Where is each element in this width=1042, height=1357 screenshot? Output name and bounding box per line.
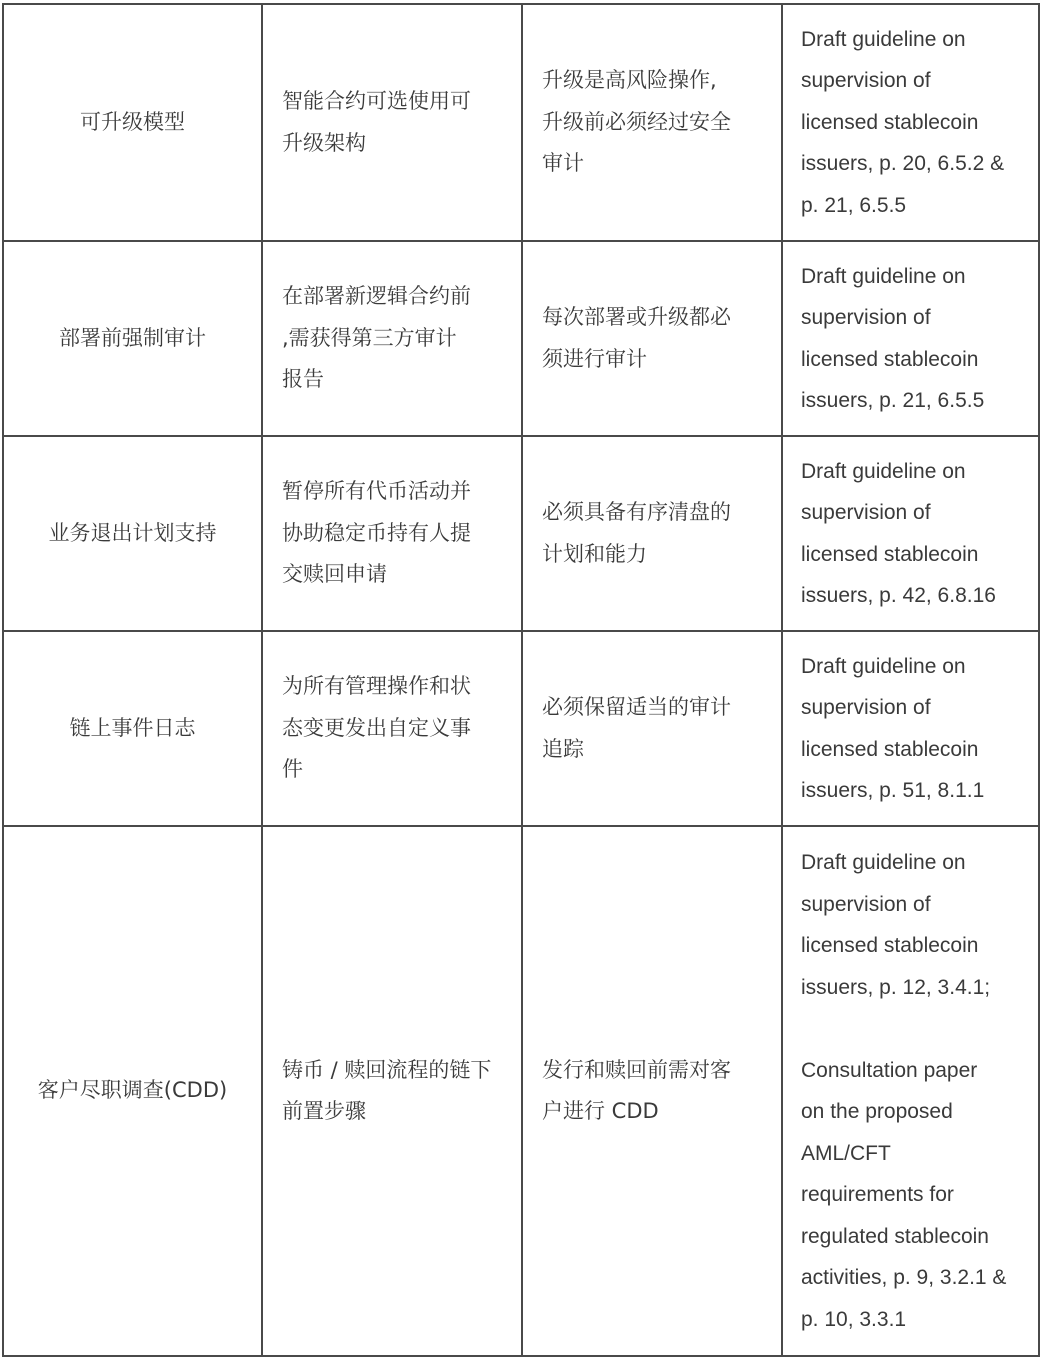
- requirement-cell: [522, 631, 782, 826]
- source-line: licensed stablecoin: [801, 110, 979, 134]
- table-row: [3, 826, 1039, 1356]
- requirement-cell: [522, 826, 782, 1356]
- source-line: licensed stablecoin: [801, 934, 979, 957]
- requirement-line: 升级前必须经过安全: [542, 109, 731, 134]
- source-line: Draft guideline on: [801, 27, 966, 51]
- feature-text: 链上事件日志: [69, 715, 196, 740]
- feature-cell: [3, 826, 262, 1356]
- requirement-line: 必须具备有序清盘的: [542, 500, 731, 524]
- requirement-line: 计划和能力: [542, 541, 647, 566]
- requirement-line: 发行和赎回前需对客: [542, 1057, 731, 1082]
- source-line: issuers, p. 21, 6.5.5: [801, 389, 985, 412]
- source-cell: [782, 631, 1039, 826]
- feature-cell: [3, 436, 262, 631]
- table-row: [3, 631, 1039, 826]
- source-line: supervision of: [801, 696, 931, 719]
- implementation-line: 前置步骤: [282, 1099, 366, 1123]
- feature-text: 部署前强制审计: [59, 325, 206, 350]
- source-line: AML/CFT: [801, 1141, 891, 1165]
- table-row: [3, 436, 1039, 631]
- requirement-cell: [522, 4, 782, 241]
- implementation-line: 升级架构: [282, 130, 366, 155]
- source-line: supervision of: [801, 892, 931, 916]
- source-spacer: [801, 1008, 1032, 1050]
- source-line: issuers, p. 42, 6.8.16: [801, 584, 996, 607]
- source-line: issuers, p. 12, 3.4.1;: [801, 975, 991, 999]
- requirement-line: 必须保留适当的审计: [542, 695, 731, 719]
- source-cell: [782, 826, 1039, 1356]
- implementation-line: 在部署新逻辑合约前: [282, 284, 471, 309]
- source-line: supervision of: [801, 69, 931, 93]
- source-line: supervision of: [801, 306, 931, 329]
- requirement-line: 升级是高风险操作,: [542, 68, 717, 93]
- source-line: Draft guideline on: [801, 654, 966, 678]
- requirement-line: 须进行审计: [542, 346, 647, 371]
- feature-text: 可升级模型: [80, 109, 185, 134]
- feature-cell: [3, 241, 262, 436]
- source-line: activities, p. 9, 3.2.1 &: [801, 1266, 1007, 1289]
- implementation-line: 暂停所有代币活动并: [282, 479, 471, 504]
- table-row: [3, 4, 1039, 241]
- implementation-cell: [262, 826, 522, 1356]
- source-line: p. 21, 6.5.5: [801, 193, 907, 217]
- source-cell: [782, 436, 1039, 631]
- source-line: supervision of: [801, 501, 931, 524]
- feature-text: 业务退出计划支持: [48, 520, 217, 545]
- source-line: issuers, p. 20, 6.5.2 &: [801, 152, 1005, 176]
- implementation-line: 件: [282, 757, 303, 782]
- implementation-line: 态变更发出自定义事: [282, 715, 471, 740]
- feature-cell: [3, 631, 262, 826]
- source-line: issuers, p. 51, 8.1.1: [801, 779, 985, 802]
- implementation-cell: [262, 631, 522, 826]
- source-line: Draft guideline on: [801, 459, 966, 483]
- implementation-cell: [262, 241, 522, 436]
- source-line: Consultation paper: [801, 1058, 978, 1082]
- implementation-line: 交赎回申请: [282, 562, 387, 587]
- implementation-line: 为所有管理操作和状: [282, 674, 471, 699]
- implementation-line: ,需获得第三方审计: [282, 325, 457, 350]
- requirement-line: 每次部署或升级都必: [542, 305, 731, 329]
- source-line: Draft guideline on: [801, 851, 966, 874]
- implementation-line: 铸币 / 赎回流程的链下: [282, 1057, 492, 1082]
- implementation-line: 报告: [282, 367, 324, 392]
- source-line: p. 10, 3.3.1: [801, 1307, 907, 1331]
- source-line: requirements for: [801, 1183, 954, 1206]
- regulation-table: [2, 3, 1040, 1357]
- source-line: licensed stablecoin: [801, 542, 979, 566]
- table-row: [3, 241, 1039, 436]
- source-cell: [782, 4, 1039, 241]
- source-line: regulated stablecoin: [801, 1224, 989, 1248]
- requirement-line: 审计: [542, 151, 584, 176]
- requirement-cell: [522, 436, 782, 631]
- feature-text: 客户尽职调查(CDD): [37, 1078, 228, 1103]
- requirement-line: 追踪: [542, 736, 584, 761]
- source-line: licensed stablecoin: [801, 347, 979, 371]
- source-line: licensed stablecoin: [801, 737, 979, 761]
- requirement-cell: [522, 241, 782, 436]
- feature-cell: [3, 4, 262, 241]
- source-cell: [782, 241, 1039, 436]
- implementation-line: 协助稳定币持有人提: [282, 520, 471, 545]
- implementation-cell: [262, 4, 522, 241]
- source-line: Draft guideline on: [801, 264, 966, 288]
- implementation-cell: [262, 436, 522, 631]
- implementation-line: 智能合约可选使用可: [282, 89, 471, 113]
- requirement-line: 户进行 CDD: [542, 1099, 659, 1123]
- source-line: on the proposed: [801, 1100, 953, 1123]
